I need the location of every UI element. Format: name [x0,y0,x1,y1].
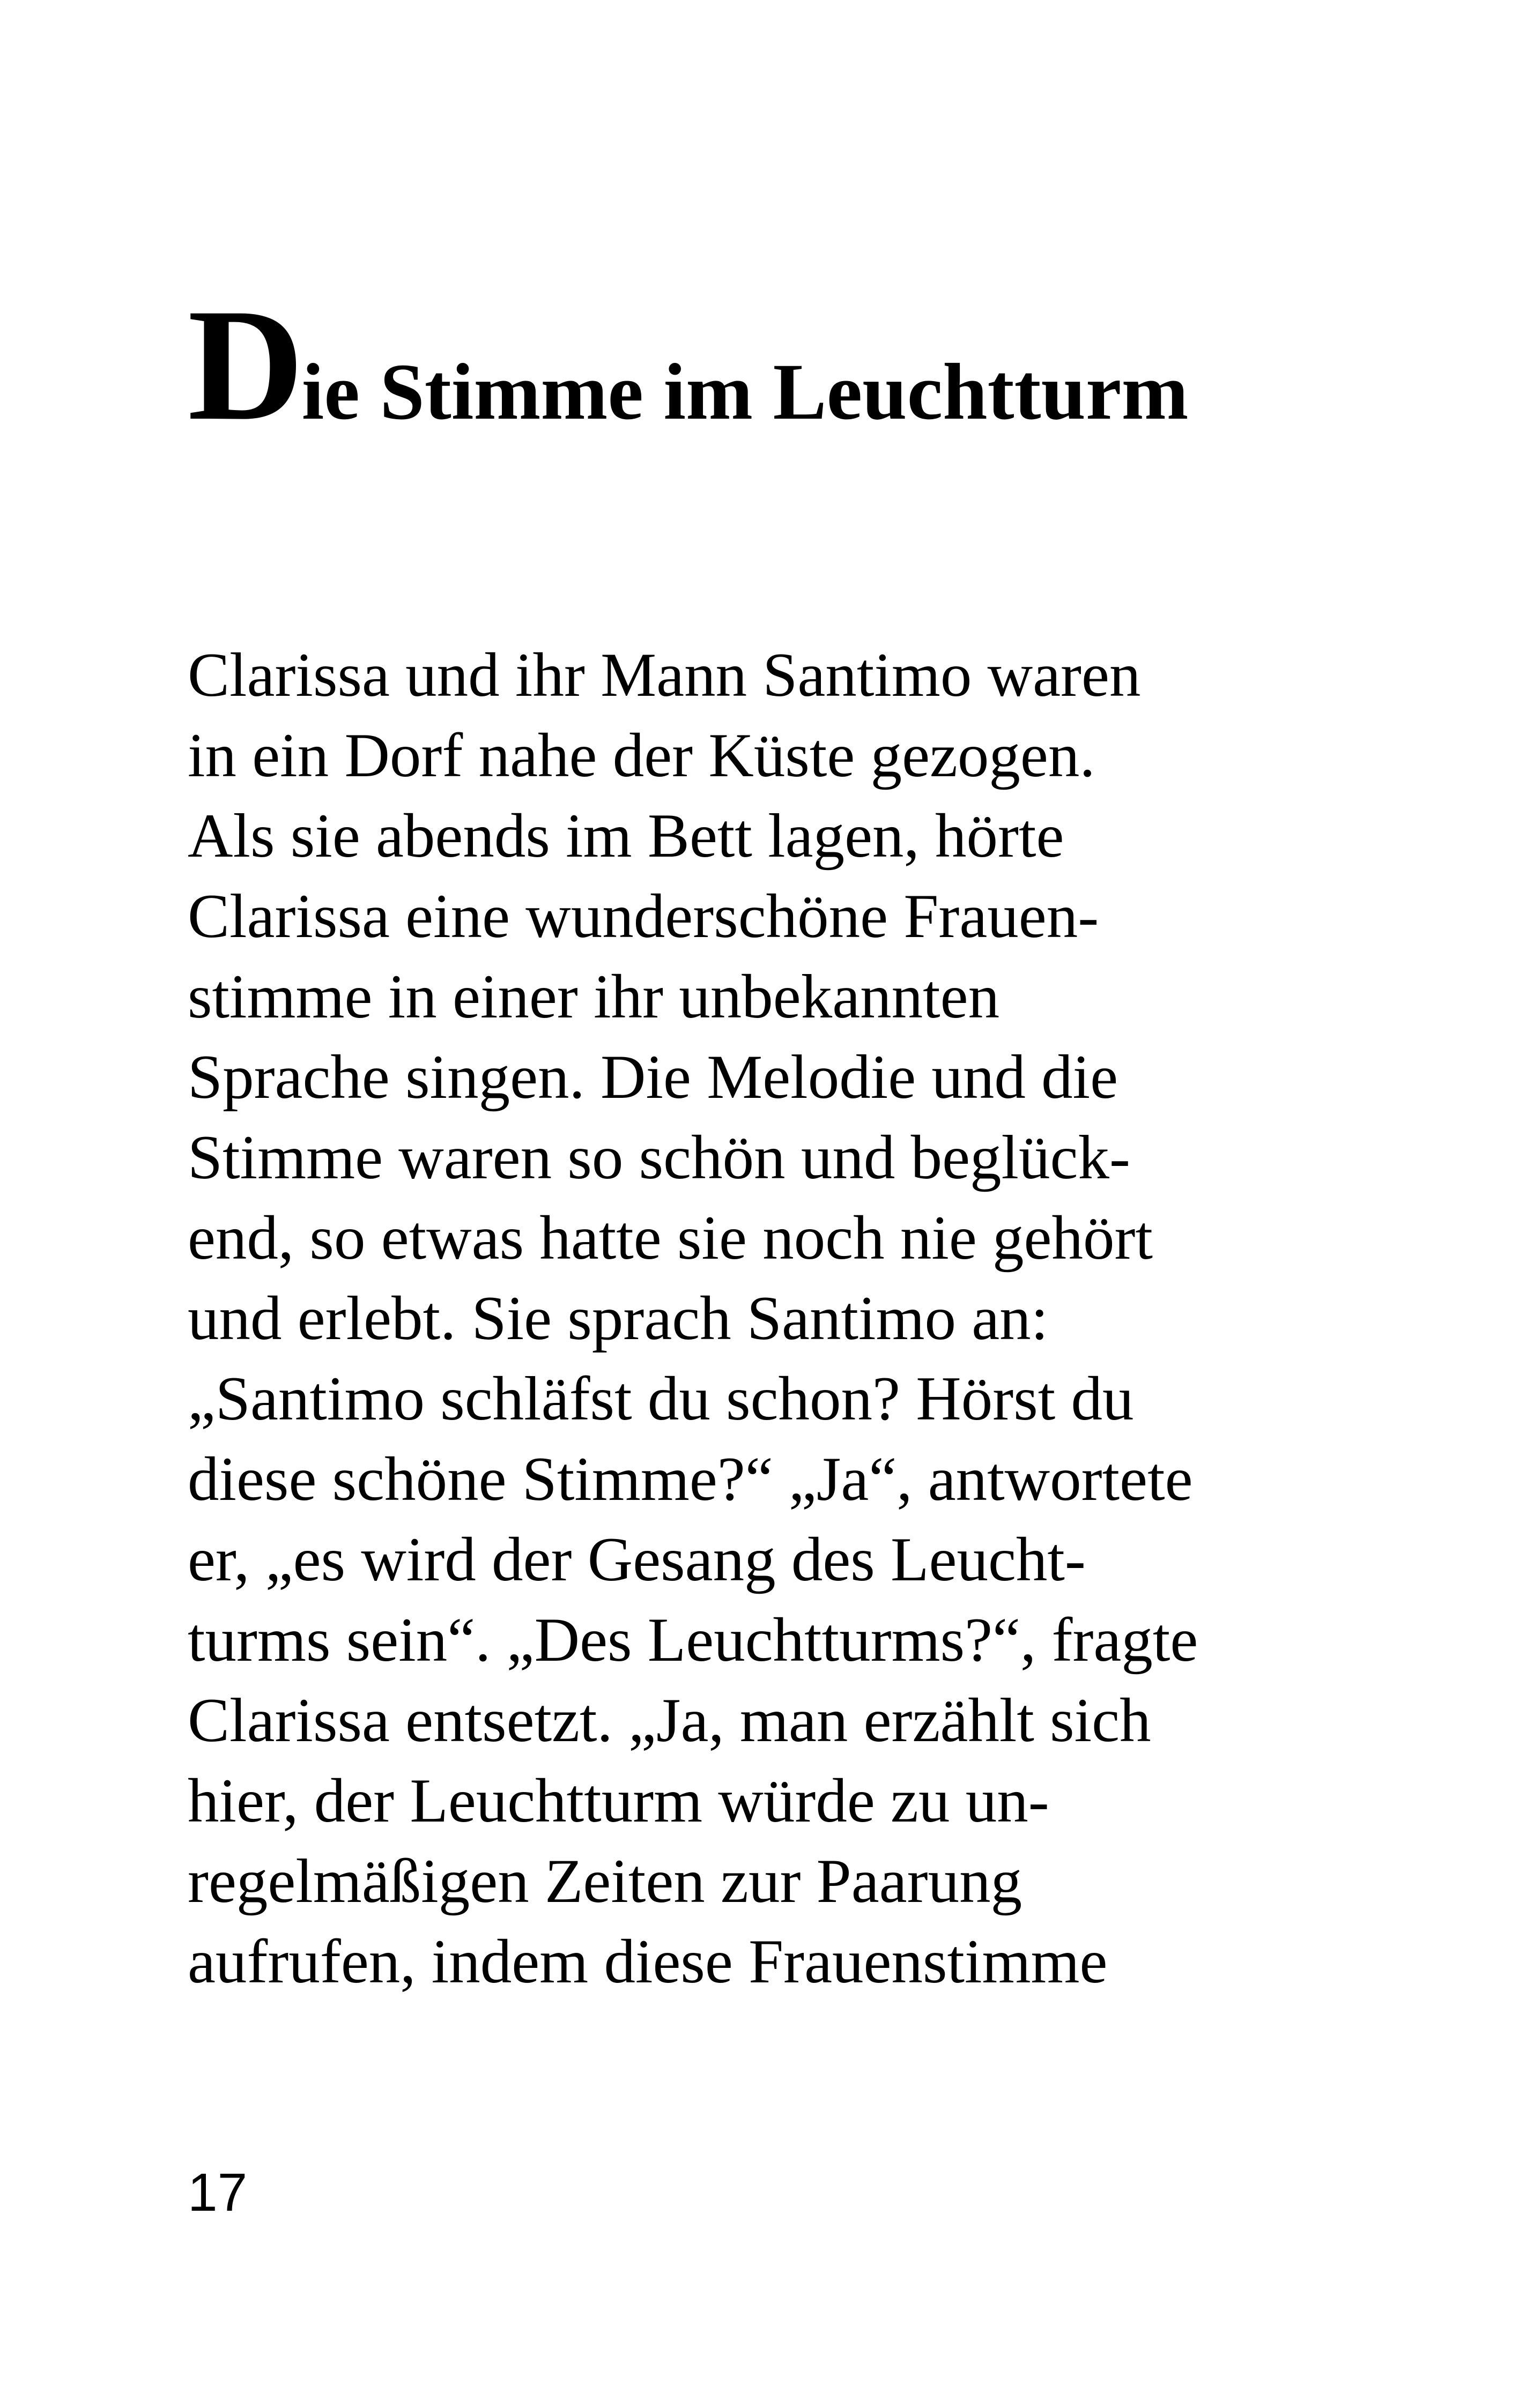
text-line: stimme in einer ihr unbekannten [188,962,1000,1031]
text-line: Als sie abends im Bett lagen, hörte [188,801,1064,871]
text-line: in ein Dorf nahe der Küste gezogen. [188,721,1095,790]
body-text [188,635,1367,2002]
text-line: hier, der Leuchtturm würde zu un- [188,1766,1049,1835]
chapter-title-text: ie Stimme im Leuchtturm [301,347,1189,436]
text-line: „Santimo schläfst du schon? Hörst du [188,1364,1134,1433]
text-line: er, „es wird der Gesang des Leucht- [188,1525,1086,1594]
text-line: Clarissa und ihr Mann Santimo waren [188,641,1141,710]
text-line: Clarissa eine wunderschöne Frauen- [188,882,1099,951]
text-line: Stimme waren so schön und beglück- [188,1123,1130,1192]
text-line: Sprache singen. Die Melodie und die [188,1043,1118,1112]
text-line: diese schöne Stimme?“ „Ja“, antwortete [188,1445,1193,1514]
text-line: regelmäßigen Zeiten zur Paarung [188,1847,1022,1916]
page-number: 17 [188,2162,248,2223]
text-line: aufrufen, indem diese Frauenstimme [188,1927,1108,1996]
text-line: end, so etwas hatte sie noch nie gehört [188,1203,1153,1273]
text-line: turms sein“. „Des Leuchtturms?“, fragte [188,1606,1198,1675]
chapter-title [188,276,1189,454]
chapter-title-drop-cap: D [188,276,302,454]
text-line: Clarissa entsetzt. „Ja, man erzählt sich [188,1686,1151,1755]
text-line: und erlebt. Sie sprach Santimo an: [188,1284,1049,1353]
